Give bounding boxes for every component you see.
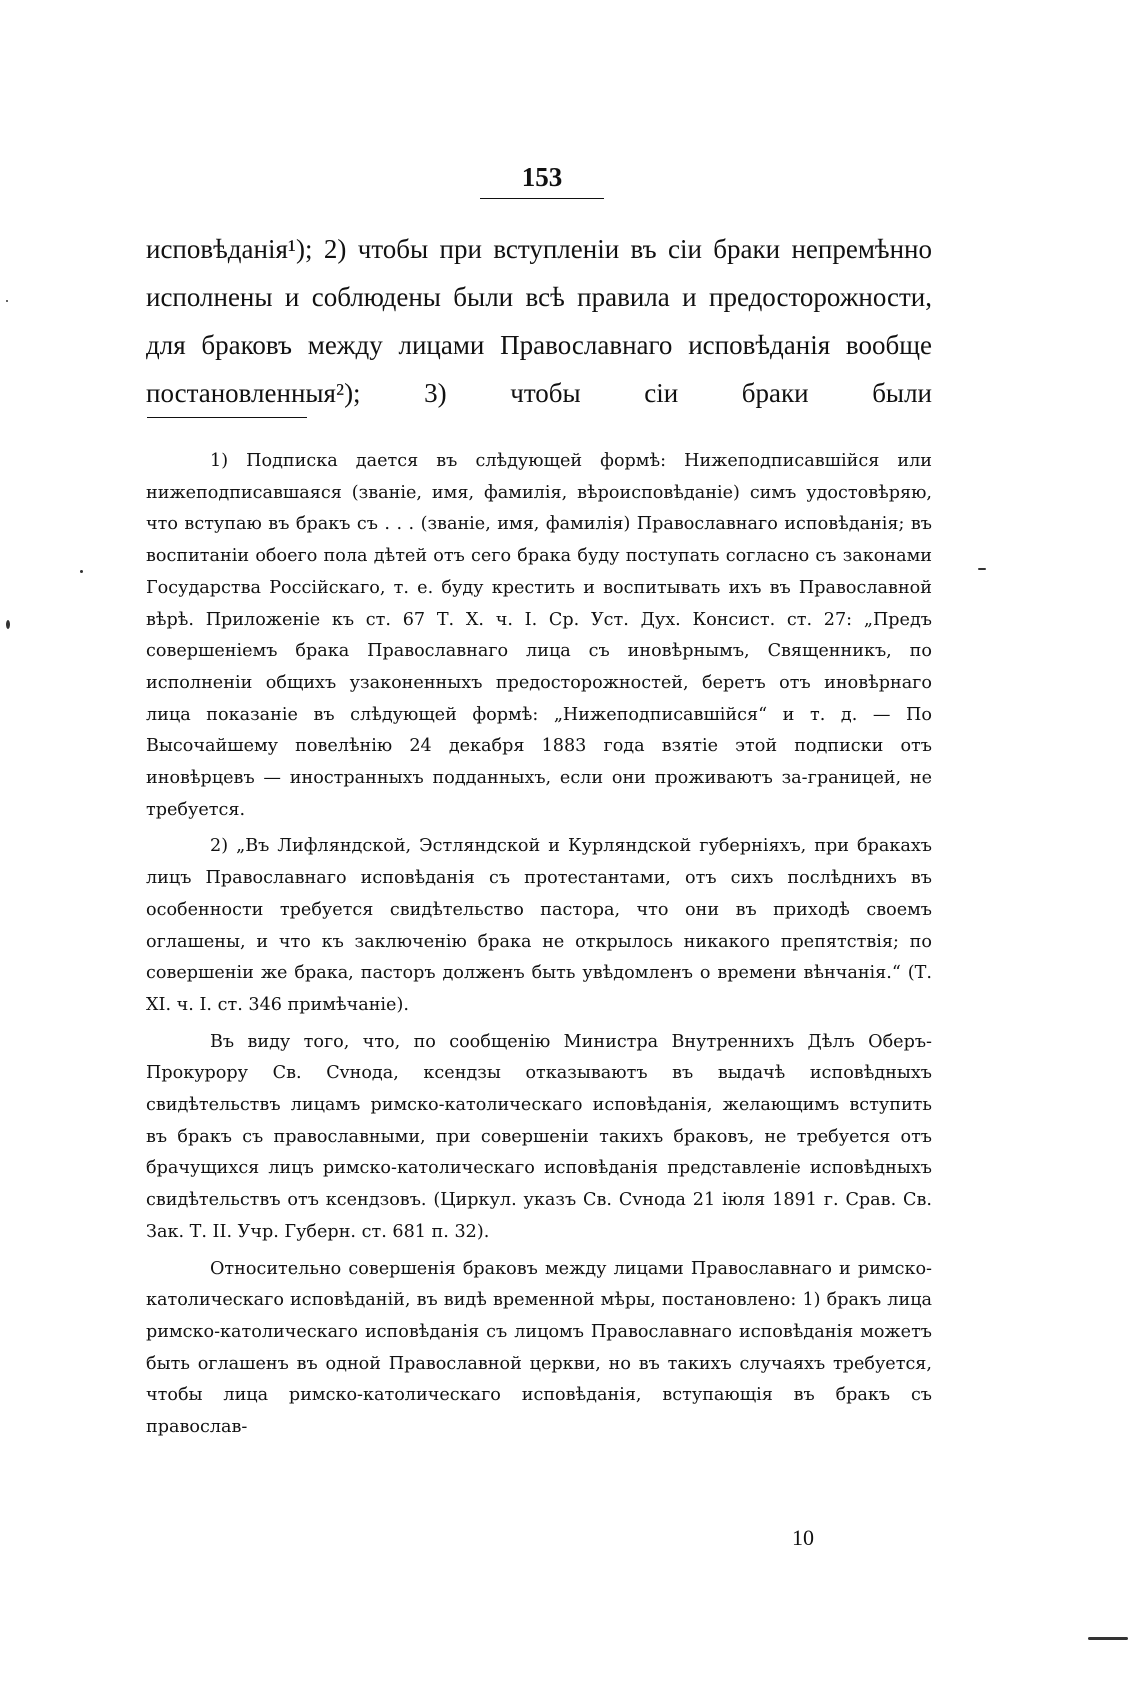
- main-text: исповѣданія¹); 2) чтобы при вступленіи въ сіи браки непремѣнно исполнены и соблюдены были всѣ правила и предосторожности, для браковъ между лицами Православнаго исповѣданія вообще постановленныя²); 3) чтобы сіи браки были: [146, 234, 932, 408]
- scan-speck: [6, 300, 8, 302]
- scan-speck: [80, 570, 83, 573]
- page-number: 153: [521, 162, 563, 192]
- scan-speck: [1088, 1637, 1128, 1640]
- footnote-2: 2) „Въ Лифляндской, Эстляндской и Курляндской губерніяхъ, при бракахъ лицъ Православнаго исповѣданія съ протестантами, отъ сихъ послѣднихъ въ особенности требуется свидѣтельство пастора, что они въ приходѣ своемъ оглашены, и что къ заключенію брака не открылось никакого препятствія; по совершеніи же брака, пасторъ долженъ быть увѣдомленъ о времени вѣнчанія.“ (Т. XI. ч. I. ст. 346 примѣчаніе).: [146, 836, 932, 1015]
- footnote-paragraph: Въ виду того, что, по сообщенію Министра Внутреннихъ Дѣлъ Оберъ-Прокурору Св. Сvнода, ксендзы отказываютъ въ выдачѣ исповѣдныхъ свидѣтельствъ лицамъ римско-католическаго исповѣданія, желающимъ вступить въ бракъ съ православными, при совершеніи такихъ браковъ, не требуется отъ брачущихся лицъ римско-католическаго исповѣданія представленіе исповѣдныхъ свидѣтельствъ отъ ксендзовъ. (Циркул. указъ Св. Сvнода 21 іюля 1891 г. Срав. Св. Зак. Т. II. Учр. Губерн. ст. 681 п. 32).: [146, 1031, 932, 1242]
- footnotes: [146, 446, 932, 1444]
- signature-mark: 10: [792, 1525, 814, 1550]
- footnote-rule: [147, 417, 307, 418]
- footnote-1: 1) Подписка дается въ слѣдующей формѣ: Нижеподписавшійся или нижеподписавшаяся (званіе, имя, фамилія, вѣроисповѣданіе) симъ удостовѣряю, что вступаю въ бракъ съ . . . (званіе, имя, фамилія) Православнаго исповѣданія; въ воспитаніи обоего пола дѣтей отъ сего брака буду поступать согласно съ законами Государства Россійскаго, т. е. буду крестить и воспитывать ихъ въ Православной вѣрѣ. Приложеніе къ ст. 67 Т. X. ч. I. Ср. Уст. Дух. Консист. ст. 27: „Предъ совершеніемъ брака Православнаго лица съ иновѣрнымъ, Священникъ, по исполненіи общихъ узаконенныхъ предосторожностей, беретъ отъ иновѣрнаго лица показаніе въ слѣдующей формѣ: „Нижеподписавшійся“ и т. д. — По Высочайшему повелѣнію 24 декабря 1883 года взятіе этой подписки отъ иновѣрцевъ — иностранныхъ подданныхъ, если они проживаютъ за-границей, не требуется.: [146, 451, 932, 820]
- scan-speck: [978, 568, 986, 570]
- footnote-paragraph: Относительно совершенія браковъ между лицами Православнаго и римско-католическаго исповѣданій, въ видѣ временной мѣры, постановлено: 1) бракъ лица римско-католическаго исповѣданія съ лицомъ Православнаго исповѣданія можетъ быть оглашенъ въ одной Православной церкви, но въ такихъ случаяхъ требуется, чтобы лица римско-католическаго исповѣданія, вступающія въ бракъ съ православ-: [146, 1258, 932, 1438]
- scan-speck: [6, 620, 10, 629]
- header-rule: [480, 198, 604, 199]
